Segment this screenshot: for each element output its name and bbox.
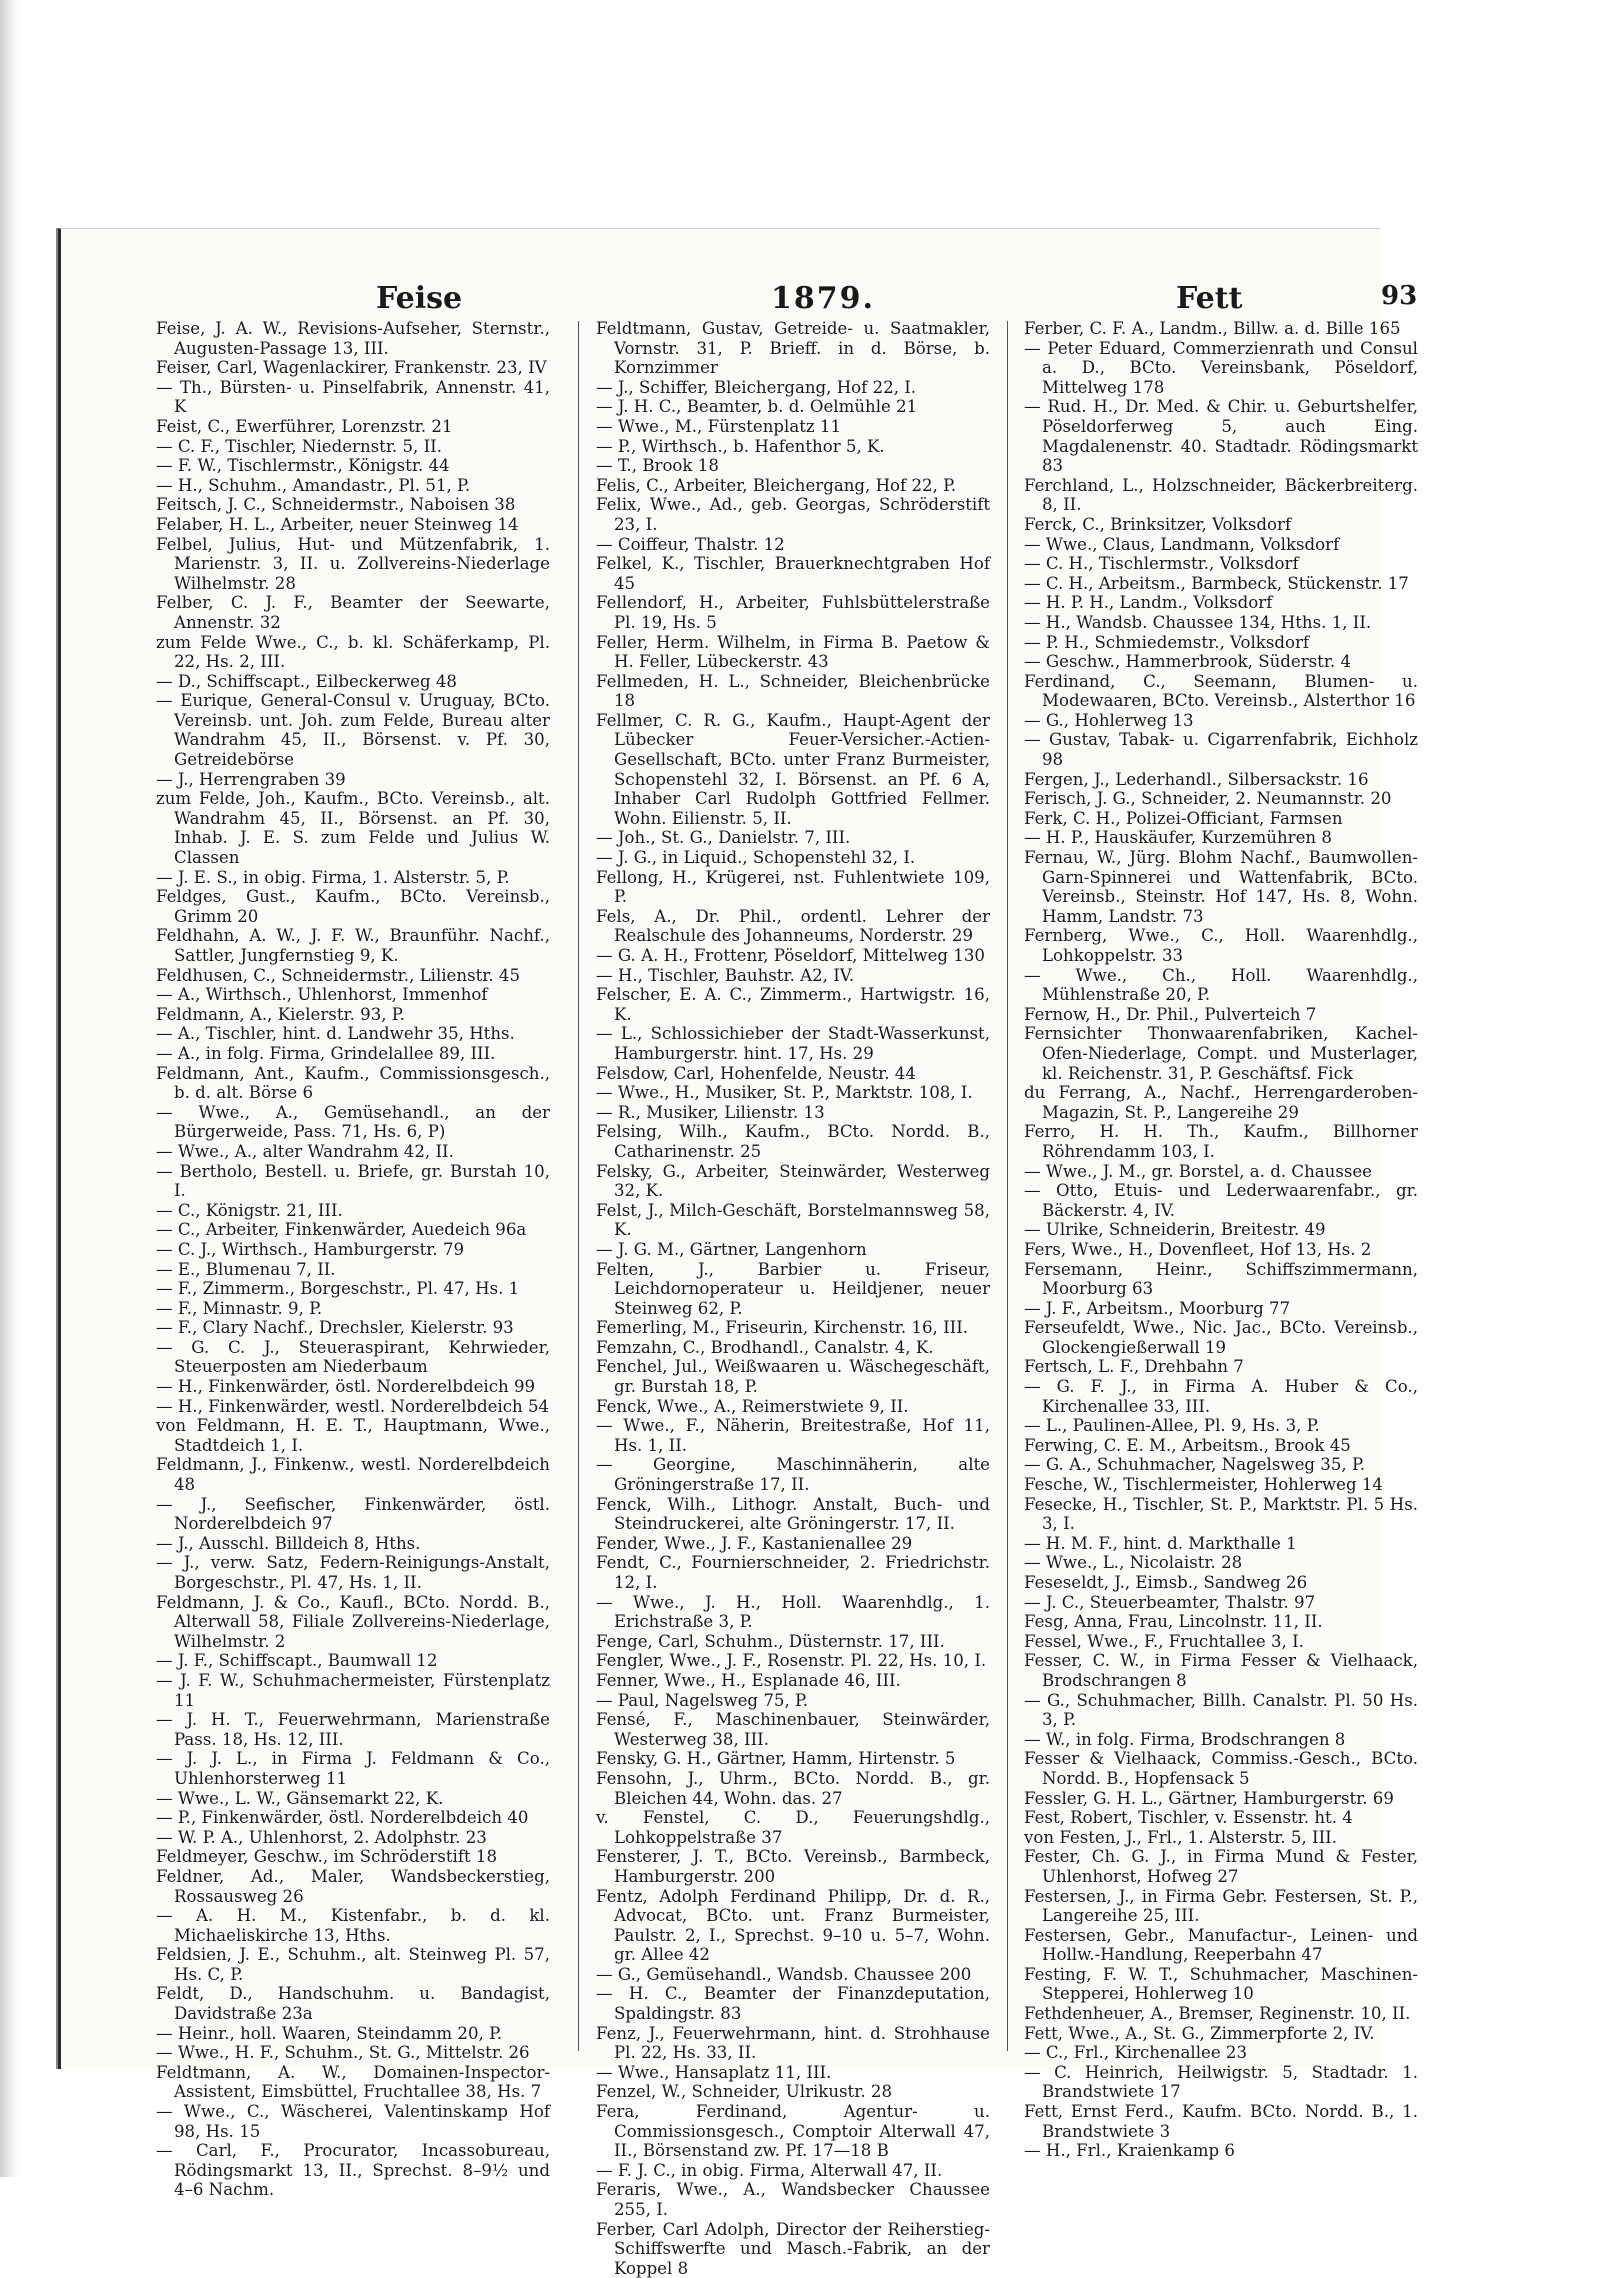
directory-entry: — J. F., Schiffscapt., Baumwall 12 — [156, 1651, 438, 1671]
directory-entry: Feldmann, J., Finkenw., westl. Norderelbdeich 48 — [156, 1455, 550, 1495]
directory-entry: — Wwe., L. W., Gänsemarkt 22, K. — [156, 1788, 444, 1808]
directory-entry: Fesser & Vielhaack, Commiss.-Gesch., BCto. Nordd. B., Hopfensack 5 — [1024, 1749, 1418, 1788]
directory-entry: Feldmann, Ant., Kaufm., Commissionsgesch., b. d. alt. Börse 6 — [156, 1063, 550, 1103]
directory-entry: — Wwe., H., Musiker, St. P., Marktstr. 108, I. — [596, 1083, 973, 1103]
directory-entry: Fenge, Carl, Schuhm., Düsternstr. 17, III. — [596, 1631, 945, 1651]
directory-entry: Ferk, C. H., Polizei-Officiant, Farmsen — [1024, 808, 1343, 828]
directory-entry: Feldhusen, C., Schneidermstr., Lilienstr. 45 — [156, 965, 521, 985]
directory-entry: — G. A. H., Frottenr, Pöseldorf, Mittelweg 130 — [596, 946, 985, 965]
directory-entry: Felscher, E. A. C., Zimmerm., Hartwigstr. 16, K. — [596, 985, 990, 1024]
directory-entry: — Geschw., Hammerbrook, Süderstr. 4 — [1024, 652, 1352, 672]
directory-entry: Fensky, G. H., Gärtner, Hamm, Hirtenstr. 5 — [596, 1749, 956, 1769]
directory-entry: v. Fenstel, C. D., Feuerungshdlg., Lohkoppelstraße 37 — [596, 1808, 990, 1847]
directory-entry: — Peter Eduard, Commerzienrath und Consul a. D., BCto. Vereinsbank, Pöseldorf, Mittelweg 178 — [1024, 338, 1418, 397]
directory-entry: Feise, J. A. W., Revisions-Aufseher, Sternstr., Augusten-Passage 13, III. — [156, 319, 550, 358]
directory-entry: Feldhahn, A. W., J. F. W., Braunführ. Nachf., Sattler, Jungfernstieg 9, K. — [156, 926, 550, 965]
directory-entry: — A., in folg. Firma, Grindelallee 89, III. — [156, 1043, 496, 1063]
directory-entry: — Coiffeur, Thalstr. 12 — [596, 534, 785, 554]
directory-entry: — P. H., Schmiedemstr., Volksdorf — [1024, 632, 1310, 652]
directory-entry: du Ferrang, A., Nachf., Herrengarderoben-Magazin, St. P., Langereihe 29 — [1024, 1083, 1418, 1122]
directory-entry: — P., Wirthsch., b. Hafenthor 5, K. — [596, 436, 885, 456]
directory-entry: Feseseldt, J., Eimsb., Sandweg 26 — [1024, 1573, 1308, 1592]
directory-entry: Fest, Robert, Tischler, v. Essenstr. ht. 4 — [1024, 1808, 1353, 1828]
directory-entry: Festersen, J., in Firma Gebr. Festersen, St. P., Langereihe 25, III. — [1024, 1886, 1418, 1926]
directory-entry: — F., Minnastr. 9, P. — [156, 1298, 323, 1318]
directory-entry: — L., Schlossichieber der Stadt-Wasserkunst, Hamburgerstr. hint. 17, Hs. 29 — [596, 1024, 990, 1063]
directory-entry: — Wwe., L., Nicolaistr. 28 — [1024, 1553, 1243, 1573]
directory-entry: Fellong, H., Krügerei, nst. Fuhlentwiete 109, P. — [596, 867, 990, 907]
directory-entry: Feller, Herm. Wilhelm, in Firma B. Paetow & H. Feller, Lübeckerstr. 43 — [596, 632, 990, 672]
directory-entry: — Rud. H., Dr. Med. & Chir. u. Geburtshelfer, Pöseldorferweg 5, auch Eing. Magdalenenstr. 40. Stadtadr. Rödingsmarkt 83 — [1024, 397, 1418, 476]
directory-entry: — C. F., Tischler, Niedernstr. 5, II. — [156, 436, 442, 456]
directory-entry: — J., Seefischer, Finkenwärder, östl. Norderelbdeich 97 — [156, 1494, 550, 1534]
directory-entry: — G., Hohlerweg 13 — [1024, 710, 1194, 730]
directory-entry: — Georgine, Maschinnäherin, alte Gröningerstraße 17, II. — [596, 1455, 990, 1495]
directory-entry: — Wwe., M., Fürstenplatz 11 — [596, 416, 842, 436]
directory-entry: — H., Schuhm., Amandastr., Pl. 51, P. — [156, 475, 471, 495]
directory-entry: — H., Frl., Kraienkamp 6 — [1024, 2141, 1235, 2161]
directory-entry: Ferseufeldt, Wwe., Nic. Jac., BCto. Vereinsb., Glockengießerwall 19 — [1024, 1318, 1418, 1357]
directory-entry: — G., Gemüsehandl., Wandsb. Chaussee 200 — [596, 1964, 972, 1984]
directory-entry: Fesecke, H., Tischler, St. P., Marktstr. Pl. 5 Hs. 3, I. — [1024, 1494, 1418, 1534]
directory-entry: — G., Schuhmacher, Billh. Canalstr. Pl. 50 Hs. 3, P. — [1024, 1690, 1418, 1730]
directory-entry: — A., Wirthsch., Uhlenhorst, Immenhof — [156, 985, 488, 1005]
directory-entry: — D., Schiffscapt., Eilbeckerweg 48 — [156, 671, 457, 691]
directory-entry: Ferro, H. H. Th., Kaufm., Billhorner Röhrendamm 103, I. — [1024, 1122, 1418, 1161]
directory-entry: — E., Blumenau 7, II. — [156, 1259, 336, 1279]
directory-entry: — J., Ausschl. Billdeich 8, Hths. — [156, 1533, 421, 1553]
directory-entry: Fernsichter Thonwaarenfabriken, Kachel-Ofen-Niederlage, Compt. und Musterlager, kl. Reichenstr. 31, P. Geschäftsf. Fick — [1024, 1024, 1418, 1083]
directory-entry: zum Felde Wwe., C., b. kl. Schäferkamp, Pl. 22, Hs. 2, III. — [156, 632, 550, 672]
directory-entry: — A. H. M., Kistenfabr., b. d. kl. Michaeliskirche 13, Hths. — [156, 1906, 550, 1945]
directory-entry: — J. F. W., Schuhmachermeister, Fürstenplatz 11 — [156, 1670, 550, 1710]
page-header — [156, 281, 1426, 317]
directory-entry: — J. F., Arbeitsm., Moorburg 77 — [1024, 1298, 1291, 1318]
directory-entry: Fers, Wwe., H., Dovenfleet, Hof 13, Hs. 2 — [1024, 1239, 1372, 1259]
directory-entry: Fensé, F., Maschinenbauer, Steinwärder, Westerweg 38, III. — [596, 1710, 990, 1749]
directory-entry: Feldmann, A., Kielerstr. 93, P. — [156, 1004, 405, 1024]
directory-entry: — Paul, Nagelsweg 75, P. — [596, 1690, 809, 1710]
directory-entry: Felsdow, Carl, Hohenfelde, Neustr. 44 — [596, 1063, 916, 1083]
page-year: 1879. — [771, 281, 875, 316]
directory-entry: — Wwe., J. M., gr. Borstel, a. d. Chaussee — [1024, 1161, 1373, 1181]
directory-entry: — Heinr., holl. Waaren, Steindamm 20, P. — [156, 2023, 503, 2043]
running-head-right: Fett — [1176, 281, 1243, 316]
directory-entry: Feldges, Gust., Kaufm., BCto. Vereinsb., Grimm 20 — [156, 887, 550, 926]
directory-entry: Feldt, D., Handschuhm. u. Bandagist, Davidstraße 23a — [156, 1984, 550, 2024]
directory-entry: — Eurique, General-Consul v. Uruguay, BCto. Vereinsb. unt. Joh. zum Felde, Bureau alter Wandrahm 45, II., Börsenst. v. Pf. 30, Getreidebörse — [156, 691, 550, 770]
directory-entry: Fertsch, L. F., Drehbahn 7 — [1024, 1357, 1244, 1377]
directory-entry: — Wwe., Claus, Landmann, Volksdorf — [1024, 534, 1340, 554]
directory-entry: Feitsch, J. C., Schneidermstr., Naboisen 38 — [156, 495, 516, 515]
directory-entry: — R., Musiker, Lilienstr. 13 — [596, 1102, 825, 1122]
directory-entry: — C., Frl., Kirchenallee 23 — [1024, 2043, 1248, 2063]
directory-entry: Feist, C., Ewerführer, Lorenzstr. 21 — [156, 416, 453, 436]
directory-entry: — J. G. M., Gärtner, Langenhorn — [596, 1239, 867, 1259]
scan-edge — [0, 0, 22, 2177]
directory-entry: — W. P. A., Uhlenhorst, 2. Adolphstr. 23 — [156, 1827, 487, 1847]
directory-entry: Festersen, Gebr., Manufactur-, Leinen- und Hollw.-Handlung, Reeperbahn 47 — [1024, 1925, 1418, 1965]
directory-entry: Felsing, Wilh., Kaufm., BCto. Nordd. B., Catharinenstr. 25 — [596, 1122, 990, 1161]
directory-entry: — G. C. J., Steueraspirant, Kehrwieder, Steuerposten am Niederbaum — [156, 1337, 550, 1377]
directory-entry: Felsky, G., Arbeiter, Steinwärder, Westerweg 32, K. — [596, 1161, 990, 1201]
directory-entry: — C., Arbeiter, Finkenwärder, Auedeich 96a — [156, 1220, 527, 1240]
running-head-left: Feise — [376, 281, 463, 316]
directory-entry: Fett, Wwe., A., St. G., Zimmerpforte 2, IV. — [1024, 2023, 1375, 2043]
directory-entry: Felber, C. J. F., Beamter der Seewarte, Annenstr. 32 — [156, 593, 550, 632]
directory-entry: — Gustav, Tabak- u. Cigarrenfabrik, Eichholz 98 — [1024, 730, 1418, 770]
directory-entry: — J. E. S., in obig. Firma, 1. Alsterstr. 5, P. — [156, 867, 510, 887]
directory-entry: — A., Tischler, hint. d. Landwehr 35, Hths. — [156, 1024, 515, 1044]
directory-entry: Fensterer, J. T., BCto. Vereinsb., Barmbeck, Hamburgerstr. 200 — [596, 1847, 990, 1886]
directory-entry: — C. H., Tischlermstr., Volksdorf — [1024, 554, 1299, 574]
column-middle — [596, 319, 990, 2278]
directory-entry: — Wwe., H. F., Schuhm., St. G., Mittelstr. 26 — [156, 2043, 530, 2063]
directory-entry: — Joh., St. G., Danielstr. 7, III. — [596, 828, 851, 848]
directory-entry: Feldtmann, A. W., Domainen-Inspector-Assistent, Eimsbüttel, Fruchtallee 38, Hs. 7 — [156, 2062, 550, 2102]
column-right — [1024, 319, 1418, 2161]
directory-entry: — W., in folg. Firma, Brodschrangen 8 — [1024, 1729, 1346, 1749]
directory-entry: Feiser, Carl, Wagenlackirer, Frankenstr. 23, IV — [156, 358, 547, 378]
directory-entry: Fenck, Wwe., A., Reimerstwiete 9, II. — [596, 1396, 909, 1416]
directory-entry: Fernau, W., Jürg. Blohm Nachf., Baumwollen-Garn-Spinnerei und Wattenfabrik, BCto. Vereinsb., Steinstr. Hof 147, Hs. 8, Wohn. Hamm, Landstr. 73 — [1024, 848, 1418, 926]
directory-entry: Fensohn, J., Uhrm., BCto. Nordd. B., gr. Bleichen 44, Wohn. das. 27 — [596, 1768, 990, 1808]
directory-entry: Fellmer, C. R. G., Kaufm., Haupt-Agent der Lübecker Feuer-Versicher.-Actien-Gesellschaft, BCto. unter Franz Burmeister, Schopenstehl 32, I. Börsenst. an Pf. 6 A, Inhaber Carl Rudolph Gottfried Fellmer. Wohn. Eilienstr. 5, II. — [596, 710, 990, 828]
directory-entry: Fendt, C., Fournierschneider, 2. Friedrichstr. 12, I. — [596, 1553, 990, 1592]
directory-entry: — Wwe., C., Wäscherei, Valentinskamp Hof 98, Hs. 15 — [156, 2102, 550, 2141]
directory-entry: — Wwe., Hansaplatz 11, III. — [596, 2062, 832, 2082]
directory-entry: Ferdinand, C., Seemann, Blumen- u. Modewaaren, BCto. Vereinsb., Alsterthor 16 — [1024, 671, 1418, 711]
directory-entry: — L., Paulinen-Allee, Pl. 9, Hs. 3, P. — [1024, 1416, 1320, 1436]
directory-entry: — J., Herrengraben 39 — [156, 769, 346, 789]
directory-entry: — J. J. L., in Firma J. Feldmann & Co., Uhlenhorsterweg 11 — [156, 1749, 550, 1788]
directory-entry: Felix, Wwe., Ad., geb. Georgas, Schröderstift 23, I. — [596, 495, 990, 534]
directory-entry: Felis, C., Arbeiter, Bleichergang, Hof 22, P. — [596, 475, 957, 495]
directory-entry: — Bertholo, Bestell. u. Briefe, gr. Burstah 10, I. — [156, 1161, 550, 1201]
directory-entry: — H., Tischler, Bauhstr. A2, IV. — [596, 965, 855, 985]
directory-entry: Fentz, Adolph Ferdinand Philipp, Dr. d. R., Advocat, BCto. unt. Franz Burmeister, Paulstr. 2, I., Sprechst. 9–10 u. 5–7, Wohn. gr. Allee 42 — [596, 1886, 990, 1965]
directory-entry: — G. F. J., in Firma A. Huber & Co., Kirchenallee 33, III. — [1024, 1377, 1418, 1416]
directory-entry: — H. M. F., hint. d. Markthalle 1 — [1024, 1533, 1297, 1553]
directory-entry: Fera, Ferdinand, Agentur- u. Commissionsgesch., Comptoir Alterwall 47, II., Börsenstand zw. Pf. 17—18 B — [596, 2102, 990, 2161]
directory-entry: — Th., Bürsten- u. Pinselfabrik, Annenstr. 41, K — [156, 377, 550, 417]
directory-entry: — J. C., Steuerbeamter, Thalstr. 97 — [1024, 1592, 1316, 1612]
directory-entry: — Wwe., F., Näherin, Breitestraße, Hof 11, Hs. 1, II. — [596, 1416, 990, 1455]
directory-entry: Fellendorf, H., Arbeiter, Fuhlsbüttelerstraße Pl. 19, Hs. 5 — [596, 593, 990, 632]
directory-entry: Feldmeyer, Geschw., im Schröderstift 18 — [156, 1847, 498, 1867]
page-number: 93 — [1381, 281, 1418, 311]
directory-entry: — Wwe., J. H., Holl. Waarenhdlg., 1. Erichstraße 3, P. — [596, 1592, 990, 1632]
directory-entry: Fenz, J., Feuerwehrmann, hint. d. Strohhause Pl. 22, Hs. 33, II. — [596, 2023, 990, 2063]
directory-entry: Fellmeden, H. L., Schneider, Bleichenbrücke 18 — [596, 671, 990, 711]
directory-entry: — J., verw. Satz, Federn-Reinigungs-Anstalt, Borgeschstr., Pl. 47, Hs. 1, II. — [156, 1553, 550, 1592]
directory-entry: Feraris, Wwe., A., Wandsbecker Chaussee 255, I. — [596, 2180, 990, 2219]
directory-entry: Felst, J., Milch-Geschäft, Borstelmannsweg 58, K. — [596, 1200, 990, 1240]
directory-entry: Feldsien, J. E., Schuhm., alt. Steinweg Pl. 57, Hs. C, P. — [156, 1945, 550, 1984]
directory-entry: Fessel, Wwe., F., Fruchtallee 3, I. — [1024, 1631, 1304, 1651]
directory-entry: — H., Wandsb. Chaussee 134, Hths. 1, II. — [1024, 612, 1372, 632]
directory-entry: — H. P. H., Landm., Volksdorf — [1024, 593, 1273, 613]
directory-entry: zum Felde, Joh., Kaufm., BCto. Vereinsb., alt. Wandrahm 45, II., Börsenst. an Pf. 30, Inhab. J. E. S. zum Felde und Julius W. Classen — [156, 789, 550, 868]
directory-entry: Femzahn, C., Brodhandl., Canalstr. 4, K. — [596, 1337, 934, 1357]
directory-entry: — Carl, F., Procurator, Incassobureau, Rödingsmarkt 13, II., Sprechst. 8–9½ und 4–6 Nachm. — [156, 2141, 550, 2200]
directory-entry: — G. A., Schuhmacher, Nagelsweg 35, P. — [1024, 1455, 1366, 1475]
directory-entry: — T., Brook 18 — [596, 456, 719, 476]
directory-entry: Felkel, K., Tischler, Brauerknechtgraben Hof 45 — [596, 554, 990, 593]
directory-entry: von Feldmann, H. E. T., Hauptmann, Wwe., Stadtdeich 1, I. — [156, 1416, 550, 1455]
directory-entry: — J. G., in Liquid., Schopenstehl 32, I. — [596, 848, 916, 868]
directory-entry: — Wwe., A., Gemüsehandl., an der Bürgerweide, Pass. 71, Hs. 6, P) — [156, 1102, 550, 1142]
directory-entry: — Otto, Etuis- und Lederwaarenfabr., gr. Bäckerstr. 4, IV. — [1024, 1181, 1418, 1220]
directory-entry: — H. P., Hauskäufer, Kurzemühren 8 — [1024, 828, 1332, 848]
directory-entry: — C. Heinrich, Heilwigstr. 5, Stadtadr. 1. Brandstwiete 17 — [1024, 2062, 1418, 2102]
directory-entry: Fesser, C. W., in Firma Fesser & Vielhaack, Brodschrangen 8 — [1024, 1651, 1418, 1690]
directory-entry: Festing, F. W. T., Schuhmacher, Maschinen-Stepperei, Hohlerweg 10 — [1024, 1964, 1418, 2004]
directory-entry: — C. J., Wirthsch., Hamburgerstr. 79 — [156, 1239, 465, 1259]
column-rule — [578, 321, 579, 2051]
directory-entry: Felten, J., Barbier u. Friseur, Leichdornoperateur u. Heildjener, neuer Steinweg 62, P. — [596, 1259, 990, 1318]
directory-entry: — J. H. C., Beamter, b. d. Oelmühle 21 — [596, 397, 918, 417]
directory-entry: Fenzel, W., Schneider, Ulrikustr. 28 — [596, 2082, 893, 2102]
directory-entry: — H., Finkenwärder, östl. Norderelbdeich 99 — [156, 1377, 536, 1397]
directory-entry: — Ulrike, Schneiderin, Breitestr. 49 — [1024, 1220, 1326, 1240]
directory-entry: Fester, Ch. G. J., in Firma Mund & Fester, Uhlenhorst, Hofweg 27 — [1024, 1847, 1418, 1886]
directory-entry: — J., Schiffer, Bleichergang, Hof 22, I. — [596, 377, 917, 397]
directory-entry: Ferber, C. F. A., Landm., Billw. a. d. Bille 165 — [1024, 319, 1401, 338]
column-left — [156, 319, 550, 2200]
directory-entry: Fenner, Wwe., H., Esplanade 46, III. — [596, 1670, 901, 1690]
directory-entry: Femerling, M., Friseurin, Kirchenstr. 16, III. — [596, 1318, 969, 1338]
directory-entry: Fergen, J., Lederhandl., Silbersackstr. 16 — [1024, 769, 1369, 789]
directory-entry: Fenck, Wilh., Lithogr. Anstalt, Buch- und Steindruckerei, alte Gröningerstr. 17, II. — [596, 1494, 990, 1534]
directory-entry: Felbel, Julius, Hut- und Mützenfabrik, 1. Marienstr. 3, II. u. Zollvereins-Niederlage Wilhelmstr. 28 — [156, 534, 550, 593]
directory-entry: Felaber, H. L., Arbeiter, neuer Steinweg 14 — [156, 514, 519, 534]
directory-entry: Fernberg, Wwe., C., Holl. Waarenhdlg., Lohkoppelstr. 33 — [1024, 926, 1418, 965]
directory-entry: Feldner, Ad., Maler, Wandsbeckerstieg, Rossausweg 26 — [156, 1866, 550, 1906]
directory-entry: — H., Finkenwärder, westl. Norderelbdeich 54 — [156, 1396, 550, 1416]
directory-entry: Fethdenheuer, A., Bremser, Reginenstr. 10, II. — [1024, 2004, 1411, 2024]
directory-entry: Ferck, C., Brinksitzer, Volksdorf — [1024, 514, 1292, 534]
directory-entry: Ferisch, J. G., Schneider, 2. Neumannstr. 20 — [1024, 789, 1392, 809]
directory-entry: — Wwe., Ch., Holl. Waarenhdlg., Mühlenstraße 20, P. — [1024, 965, 1418, 1005]
directory-entry: Fenchel, Jul., Weißwaaren u. Wäschegeschäft, gr. Burstah 18, P. — [596, 1357, 990, 1397]
column-rule — [1007, 321, 1008, 2051]
directory-entry: Fesche, W., Tischlermeister, Hohlerweg 14 — [1024, 1475, 1383, 1495]
directory-entry: Fersemann, Heinr., Schiffszimmermann, Moorburg 63 — [1024, 1259, 1418, 1299]
directory-entry: Feldtmann, Gustav, Getreide- u. Saatmakler, Vornstr. 31, P. Brieff. in d. Börse, b. Kornzimmer — [596, 319, 990, 378]
directory-entry: Ferchland, L., Holzschneider, Bäckerbreiterg. 8, II. — [1024, 475, 1418, 515]
directory-entry: — P., Finkenwärder, östl. Norderelbdeich 40 — [156, 1808, 529, 1828]
directory-entry: Fels, A., Dr. Phil., ordentl. Lehrer der Realschule des Johanneums, Norderstr. 29 — [596, 906, 990, 946]
directory-entry: — H. C., Beamter der Finanzdeputation, Spaldingstr. 83 — [596, 1984, 990, 2024]
directory-entry: Fernow, H., Dr. Phil., Pulverteich 7 — [1024, 1004, 1317, 1024]
directory-entry: Feldmann, J. & Co., Kaufl., BCto. Nordd. B., Alterwall 58, Filiale Zollvereins-Niederlage, Wilhelmstr. 2 — [156, 1592, 550, 1651]
directory-entry: Fengler, Wwe., J. F., Rosenstr. Pl. 22, Hs. 10, I. — [596, 1651, 987, 1671]
directory-entry: Ferwing, C. E. M., Arbeitsm., Brook 45 — [1024, 1435, 1351, 1455]
directory-entry: — C. H., Arbeitsm., Barmbeck, Stückenstr. 17 — [1024, 573, 1409, 593]
directory-entry: — F., Clary Nachf., Drechsler, Kielerstr. 93 — [156, 1318, 514, 1338]
directory-entry: Fessler, G. H. L., Gärtner, Hamburgerstr. 69 — [1024, 1788, 1394, 1808]
directory-entry: Fesg, Anna, Frau, Lincolnstr. 11, II. — [1024, 1612, 1323, 1632]
directory-entry: — C., Königstr. 21, III. — [156, 1200, 343, 1220]
directory-entry: Fett, Ernst Ferd., Kaufm. BCto. Nordd. B., 1. Brandstwiete 3 — [1024, 2102, 1418, 2141]
directory-entry: — F., Zimmerm., Borgeschstr., Pl. 47, Hs. 1 — [156, 1279, 520, 1299]
directory-entry: von Festen, J., Frl., 1. Alsterstr. 5, III. — [1024, 1827, 1337, 1847]
directory-page — [58, 228, 1418, 2278]
directory-entry: — Wwe., A., alter Wandrahm 42, II. — [156, 1141, 454, 1161]
directory-entry: — F. J. C., in obig. Firma, Alterwall 47, II. — [596, 2160, 943, 2180]
directory-entry: Fender, Wwe., J. F., Kastanienallee 29 — [596, 1533, 913, 1553]
directory-entry: Ferber, Carl Adolph, Director der Reiherstieg-Schiffswerfte und Masch.-Fabrik, an der Koppel 8 — [596, 2219, 990, 2278]
directory-entry: — F. W., Tischlermstr., Königstr. 44 — [156, 456, 450, 476]
directory-entry: — J. H. T., Feuerwehrmann, Marienstraße Pass. 18, Hs. 12, III. — [156, 1710, 550, 1749]
